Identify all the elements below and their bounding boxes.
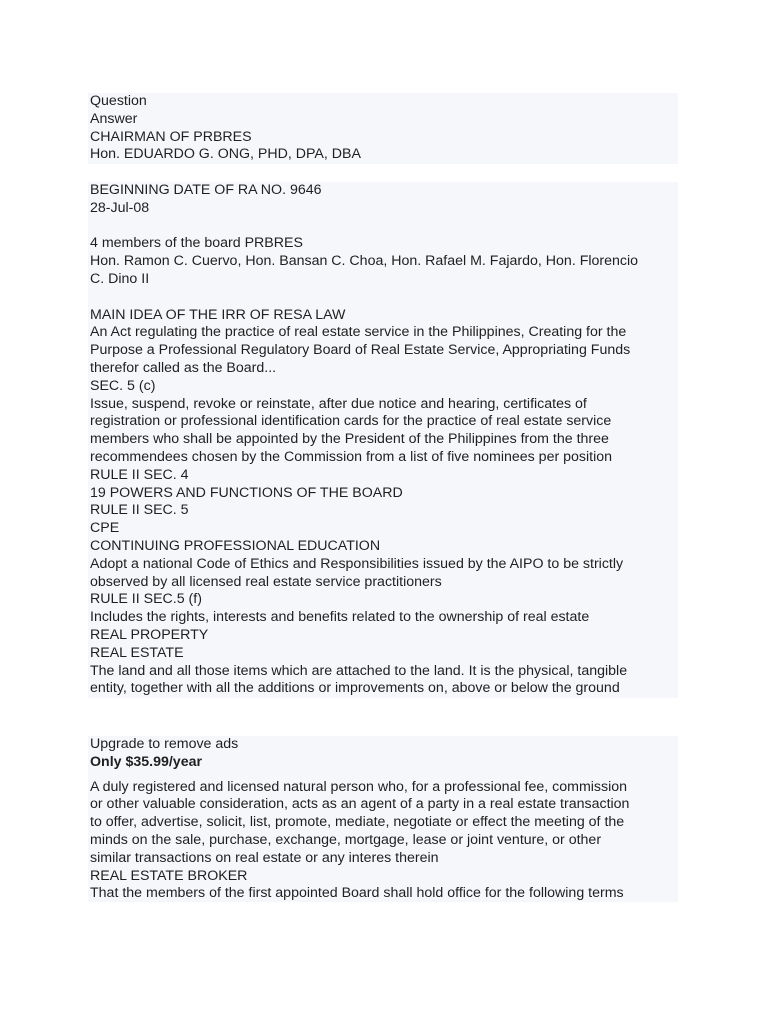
flashcard-block-2 <box>88 182 678 698</box>
text-line: 19 POWERS AND FUNCTIONS OF THE BOARD <box>90 484 403 501</box>
text-line: Hon. EDUARDO G. ONG, PHD, DPA, DBA <box>90 146 361 163</box>
text-line: Hon. Ramon C. Cuervo, Hon. Bansan C. Choa, Hon. Rafael M. Fajardo, Hon. Florencio <box>90 253 639 270</box>
text-line: therefor called as the Board... <box>90 359 277 376</box>
text-line: to offer, advertise, solicit, list, promote, mediate, negotiate or effect the meeting of the <box>90 814 625 831</box>
text-line: RULE II SEC.5 (f) <box>90 591 202 608</box>
text-line: Answer <box>90 110 138 127</box>
text-line: REAL PROPERTY <box>90 626 209 643</box>
text-line: members who shall be appointed by the President of the Philippines from the three <box>90 431 609 448</box>
text-line: CONTINUING PROFESSIONAL EDUCATION <box>90 537 381 554</box>
text-line: C. Dino II <box>90 270 150 287</box>
text-line: An Act regulating the practice of real estate service in the Philippines, Creating for the <box>90 324 627 341</box>
text-line: CHAIRMAN OF PRBRES <box>90 128 252 145</box>
flashcard-block-3 <box>88 736 678 902</box>
text-line: Purpose a Professional Regulatory Board of Real Estate Service, Appropriating Funds <box>90 342 631 359</box>
flashcard-block-1 <box>88 93 678 164</box>
blank-line <box>90 289 678 307</box>
text-line: That the members of the first appointed Board shall hold office for the following terms <box>90 885 624 902</box>
text-line: CPE <box>90 520 120 537</box>
text-line: RULE II SEC. 5 <box>90 502 189 519</box>
text-line: recommendees chosen by the Commission from a list of five nominees per position <box>90 448 613 465</box>
text-line: RULE II SEC. 4 <box>90 466 189 483</box>
text-line: The land and all those items which are attached to the land. It is the physical, tangible <box>90 662 628 679</box>
text-line: observed by all licensed real estate service practitioners <box>90 573 442 590</box>
text-line: SEC. 5 (c) <box>90 377 156 394</box>
text-line: 4 members of the board PRBRES <box>90 235 303 252</box>
text-line: Includes the rights, interests and benefits related to the ownership of real estate <box>90 609 590 626</box>
text-line: minds on the sale, purchase, exchange, mortgage, lease or joint venture, or other <box>90 831 602 848</box>
text-line: Adopt a national Code of Ethics and Responsibilities issued by the AIPO to be strictly <box>90 555 624 572</box>
text-line: BEGINNING DATE OF RA NO. 9646 <box>90 182 322 198</box>
text-line: Issue, suspend, revoke or reinstate, after due notice and hearing, certificates of <box>90 395 587 412</box>
text-line: Question <box>90 93 147 109</box>
text-line: entity, together with all the additions or improvements on, above or below the ground <box>90 680 620 697</box>
text-line: similar transactions on real estate or any interes therein <box>90 849 439 866</box>
upgrade-link[interactable]: Upgrade to remove ads <box>90 736 239 752</box>
text-line: REAL ESTATE BROKER <box>90 867 248 884</box>
blank-line <box>90 218 678 236</box>
text-line: 28-Jul-08 <box>90 199 150 216</box>
text-line: or other valuable consideration, acts as an agent of a party in a real estate transaction <box>90 796 630 813</box>
text-line: MAIN IDEA OF THE IRR OF RESA LAW <box>90 306 346 323</box>
text-line: registration or professional identification cards for the practice of real estate service <box>90 413 612 430</box>
text-line: A duly registered and licensed natural person who, for a professional fee, commission <box>90 778 628 795</box>
price-label: Only $35.99/year <box>90 753 203 770</box>
text-line: REAL ESTATE <box>90 644 184 661</box>
